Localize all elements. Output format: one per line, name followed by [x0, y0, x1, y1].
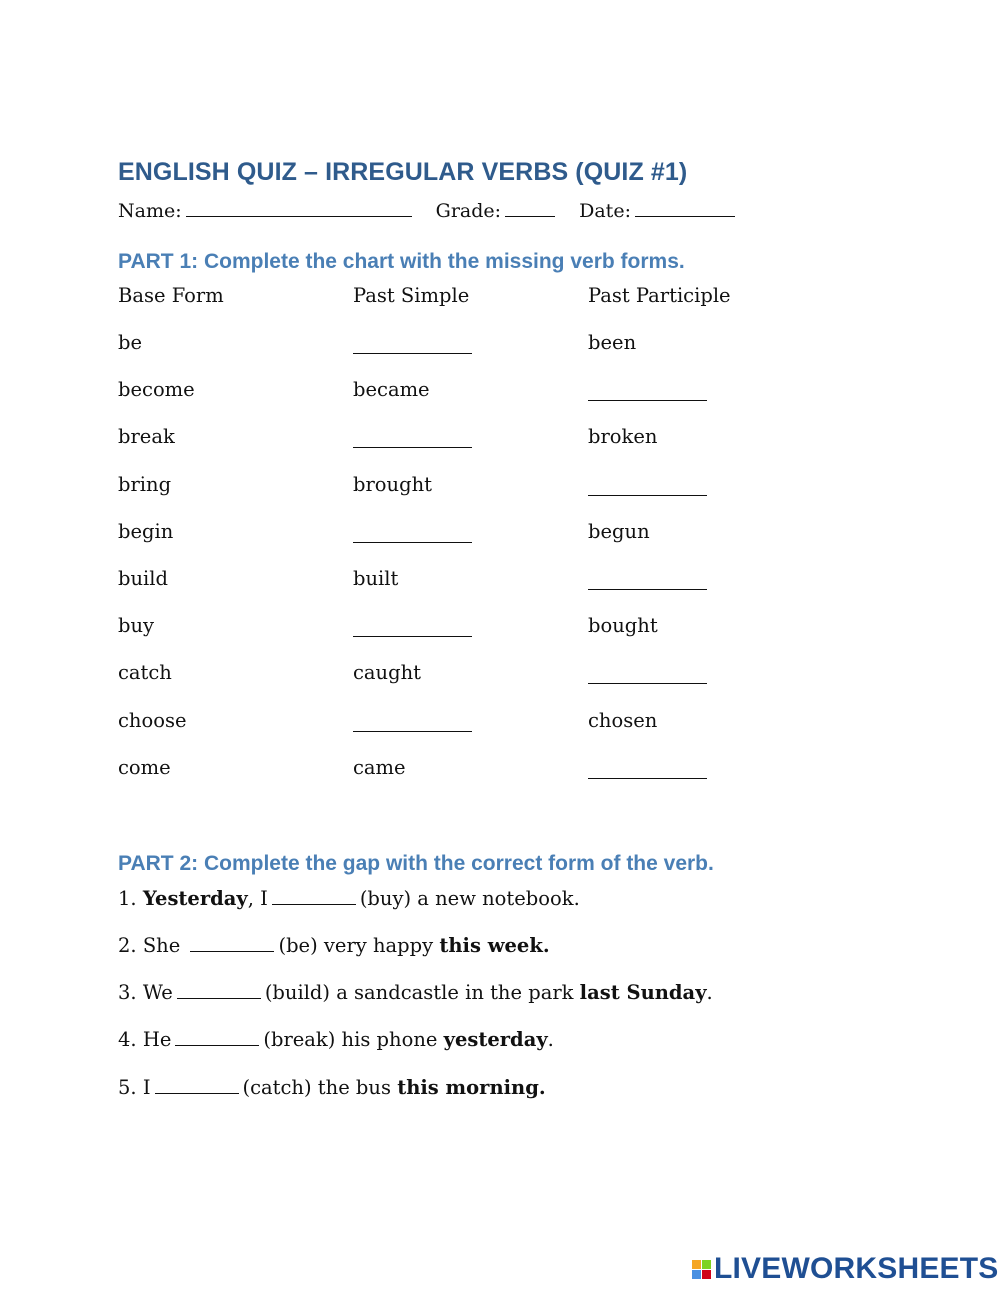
sentence-verb-hint: (build) a sandcastle in the park [264, 981, 574, 1004]
blank-line [588, 778, 707, 779]
answer-blank-past[interactable] [353, 709, 472, 735]
sentence-item [118, 934, 550, 957]
blank-line [588, 495, 707, 496]
verb-base: be [118, 331, 143, 354]
sentence-verb-hint: (buy) a new notebook. [359, 887, 580, 910]
answer-blank-participle[interactable] [588, 378, 707, 404]
header-base-form: Base Form [118, 284, 224, 307]
sentence-number: 3. [118, 981, 137, 1004]
logo-square [702, 1270, 711, 1279]
sentence-item [118, 887, 580, 910]
sentence-end: . [547, 1028, 554, 1051]
blank-line [588, 400, 707, 401]
chart-header-row [118, 284, 818, 314]
verb-row [118, 331, 818, 361]
verb-past: caught [353, 661, 421, 684]
time-expression: this morning. [397, 1076, 546, 1099]
verb-row [118, 756, 818, 786]
page-title: ENGLISH QUIZ – IRREGULAR VERBS (QUIZ #1) [118, 158, 688, 186]
answer-blank-participle[interactable] [588, 661, 707, 687]
header-past-simple: Past Simple [353, 284, 470, 307]
verb-past: became [353, 378, 430, 401]
sentence-subject: , I [247, 887, 268, 910]
name-field[interactable] [186, 201, 412, 217]
verb-participle: chosen [588, 709, 658, 732]
student-info-line [118, 200, 735, 222]
date-label: Date: [579, 200, 631, 222]
sentence-subject: She [142, 934, 187, 957]
sentence-end: . [706, 981, 713, 1004]
verb-base: begin [118, 520, 174, 543]
sentence-verb-hint: (catch) the bus [242, 1076, 391, 1099]
sentence-verb-hint: (break) his phone [263, 1028, 438, 1051]
answer-blank[interactable] [177, 982, 261, 999]
verb-participle: begun [588, 520, 650, 543]
verb-row [118, 661, 818, 691]
verb-base: break [118, 425, 175, 448]
logo-square [692, 1260, 701, 1269]
grade-label: Grade: [435, 200, 502, 222]
answer-blank[interactable] [272, 888, 356, 905]
verb-row [118, 473, 818, 503]
liveworksheets-logo [692, 1252, 999, 1286]
blank-line [353, 636, 472, 637]
logo-square [692, 1270, 701, 1279]
answer-blank-participle[interactable] [588, 473, 707, 499]
blank-line [588, 589, 707, 590]
logo-text: LIVEWORKSHEETS [714, 1252, 999, 1285]
answer-blank-participle[interactable] [588, 756, 707, 782]
verb-row [118, 425, 818, 455]
sentence-number: 1. [118, 887, 137, 910]
part1-heading: PART 1: Complete the chart with the missing verb forms. [118, 250, 685, 273]
answer-blank-past[interactable] [353, 331, 472, 357]
logo-square [702, 1260, 711, 1269]
verb-base: become [118, 378, 195, 401]
blank-line [588, 683, 707, 684]
answer-blank[interactable] [155, 1077, 239, 1094]
time-expression: yesterday [443, 1028, 548, 1051]
verb-base: choose [118, 709, 187, 732]
verb-row [118, 709, 818, 739]
verb-base: come [118, 756, 171, 779]
sentence-number: 2. [118, 934, 137, 957]
sentence-item [118, 1076, 546, 1099]
sentence-verb-hint: (be) very happy [278, 934, 434, 957]
grade-field[interactable] [505, 201, 555, 217]
blank-line [353, 447, 472, 448]
verb-past: built [353, 567, 399, 590]
verb-base: buy [118, 614, 155, 637]
verb-row [118, 520, 818, 550]
time-expression: Yesterday [142, 887, 248, 910]
verb-past: came [353, 756, 406, 779]
verb-row [118, 567, 818, 597]
answer-blank-past[interactable] [353, 520, 472, 546]
logo-icon [692, 1260, 711, 1279]
answer-blank[interactable] [190, 935, 274, 952]
date-field[interactable] [635, 201, 735, 217]
verb-base: bring [118, 473, 172, 496]
name-label: Name: [118, 200, 182, 222]
verb-participle: broken [588, 425, 658, 448]
header-past-participle: Past Participle [588, 284, 731, 307]
blank-line [353, 731, 472, 732]
verb-past: brought [353, 473, 432, 496]
answer-blank-past[interactable] [353, 425, 472, 451]
sentence-item [118, 981, 713, 1004]
verb-participle: been [588, 331, 637, 354]
time-expression: this week. [439, 934, 550, 957]
time-expression: last Sunday [579, 981, 707, 1004]
verb-row [118, 378, 818, 408]
part2-heading: PART 2: Complete the gap with the correct form of the verb. [118, 852, 714, 875]
sentence-number: 4. [118, 1028, 137, 1051]
blank-line [353, 353, 472, 354]
sentence-number: 5. [118, 1076, 137, 1099]
sentence-subject: We [142, 981, 173, 1004]
verb-row [118, 614, 818, 644]
sentence-item [118, 1028, 554, 1051]
sentence-subject: I [142, 1076, 151, 1099]
verb-participle: bought [588, 614, 658, 637]
verb-base: catch [118, 661, 172, 684]
answer-blank[interactable] [175, 1029, 259, 1046]
sentence-subject: He [142, 1028, 172, 1051]
verb-base: build [118, 567, 168, 590]
blank-line [353, 542, 472, 543]
answer-blank-participle[interactable] [588, 567, 707, 593]
answer-blank-past[interactable] [353, 614, 472, 640]
